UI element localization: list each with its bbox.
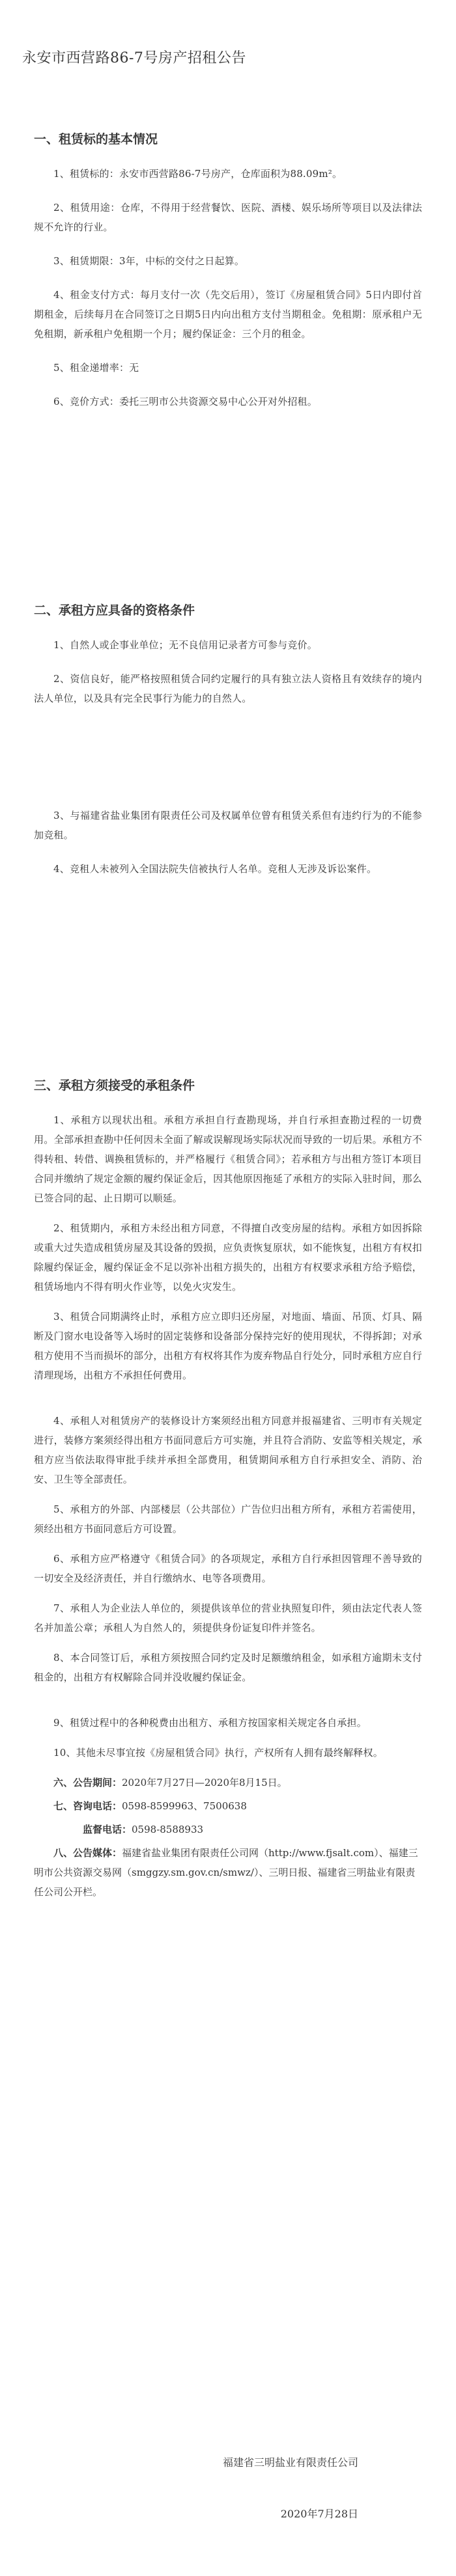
paragraph: 3、租赁期限：3年，中标的交付之日起算。	[53, 255, 245, 267]
paragraph: 1、承租方以现状出租。承租方承担自行查勘现场，并自行承担查勘过程的一切费用。全部承担查勘中任何因未全面了解或误解现场实际状况而导致的一切后果。承租方不得转租、转借、调换租赁标的，并严格履行《租赁合同》；若承租方与出租方签订本项目合同并缴纳了规定金额的履约保证金后，因其他原因拖延了承租方的实际入驻时间，那么已签合同的起、止日期可以顺延。	[34, 1114, 422, 1205]
paragraph: 8、本合同签订后，承租方须按照合同约定及时足额缴纳租金，如承租方逾期未支付租金的，出租方有权解除合同并没收履约保证金。	[34, 1652, 422, 1684]
paragraph: 5、租金递增率：无	[53, 362, 139, 374]
paragraph: 1、自然人或企事业单位；无不良信用记录者方可参与竞价。	[53, 639, 317, 651]
publish-media-value: 福建省盐业集团有限责任公司网（http://www.fjsalt.com）、福建三明市公共资源交易网（smggzy.sm.gov.cn/smwz/）、三明日报、福建省三明盐业有限责任公司公开栏。	[34, 1847, 418, 1898]
consult-phone-label: 七、咨询电话：	[53, 1800, 122, 1813]
paragraph: 10、其他未尽事宜按《房屋租赁合同》执行，产权所有人拥有最终解释权。	[53, 1747, 383, 1759]
paragraph: 4、承租人对租赁房产的装修设计方案须经出租方同意并报福建省、三明市有关规定进行，装修方案须经得出租方书面同意后方可实施，并且符合消防、安监等相关规定，承租方应当依法取得审批手续并承担全部费用，租赁期间承租方自行承担安全、消防、治安、卫生等全部责任。	[34, 1415, 422, 1486]
section-heading: 一、租赁标的基本情况	[34, 132, 158, 146]
section-heading: 二、承租方应具备的资格条件	[34, 603, 195, 618]
paragraph: 2、租赁期内，承租方未经出租方同意，不得擅自改变房屋的结构。承租方如因拆除或重大过失造成租赁房屋及其设备的毁损，应负责恢复原状，如不能恢复，出租方有权扣除履约保证金，履约保证金不足以弥补出租方损失的，出租方有权要求承租方给予赔偿，租赁场地内不得有明火作业等，以免火灾发生。	[34, 1222, 422, 1293]
paragraph: 7、承租人为企业法人单位的，须提供该单位的营业执照复印件，须由法定代表人签名并加盖公章；承租人为自然人的，须提供身份证复印件并签名。	[34, 1602, 422, 1634]
announcement-period-value: 2020年7月27日—2020年8月15日。	[122, 1777, 287, 1789]
issuer-signature: 福建省三明盐业有限责任公司	[222, 2456, 358, 2469]
issue-date: 2020年7月28日	[280, 2508, 358, 2520]
section-lease-terms	[34, 1074, 422, 1906]
paragraph: 6、竞价方式：委托三明市公共资源交易中心公开对外招租。	[53, 396, 317, 408]
paragraph: 1、租赁标的：永安市西营路86-7号房产，仓库面积为88.09m²。	[53, 168, 343, 180]
section-qualification	[34, 599, 422, 893]
section-basic-info	[34, 128, 422, 426]
page-title: 永安市西营路86-7号房产招租公告	[22, 50, 246, 66]
paragraph: 4、竞租人未被列入全国法院失信被执行人名单。竞租人无涉及诉讼案件。	[53, 863, 377, 875]
paragraph: 6、承租方应严格遵守《租赁合同》的各项规定，承租方自行承担因管理不善导致的一切安全及经济责任，并自行缴纳水、电等各项费用。	[34, 1553, 422, 1585]
supervise-phone-value: 0598-8588933	[132, 1824, 204, 1836]
publish-media-label: 八、公告媒体：	[53, 1847, 122, 1859]
publish-media	[34, 1843, 422, 1902]
announcement-period	[34, 1773, 422, 1792]
paragraph: 3、租赁合同期满终止时，承租方应立即归还房屋，对地面、墙面、吊顶、灯具、隔断及门窗水电设备等入场时的固定装修和设备部分保持完好的使用现状，不得拆卸；对承租方使用不当而损坏的部分，出租方有权将其作为废弃物品自行处分，同时承租方应自行清理现场，出租方不承担任何费用。	[34, 1311, 422, 1382]
section-heading: 三、承租方须接受的承租条件	[34, 1078, 195, 1093]
consult-phone-value: 0598-8599963、7500638	[122, 1800, 247, 1813]
paragraph: 4、租金支付方式：每月支付一次（先交后用），签订《房屋租赁合同》5日内即付首期租金，后续每月在合同签订之日期5日内向出租方支付当期租金。免租期：原承租户无免租期，新承租户免租期一个月；履约保证金：三个月的租金。	[34, 289, 422, 340]
announcement-period-label: 六、公告期间：	[53, 1777, 122, 1789]
consult-phone	[34, 1796, 422, 1816]
paragraph: 2、资信良好，能严格按照租赁合同约定履行的具有独立法人资格且有效续存的境内法人单位，以及具有完全民事行为能力的自然人。	[34, 673, 422, 705]
paragraph: 3、与福建省盐业集团有限责任公司及权属单位曾有租赁关系但有违约行为的不能参加竞租。	[34, 810, 422, 842]
paragraph: 5、承租方的外部、内部楼层（公共部位）广告位归出租方所有，承租方若需使用，须经出租方书面同意后方可设置。	[34, 1503, 422, 1535]
paragraph: 2、租赁用途：仓库，不得用于经营餐饮、医院、酒楼、娱乐场所等项目以及法律法规不允许的行业。	[34, 202, 422, 234]
supervise-phone	[34, 1820, 422, 1839]
paragraph: 9、租赁过程中的各种税费由出租方、承租方按国家相关规定各自承担。	[53, 1717, 367, 1729]
supervise-phone-label: 监督电话：	[83, 1824, 132, 1836]
